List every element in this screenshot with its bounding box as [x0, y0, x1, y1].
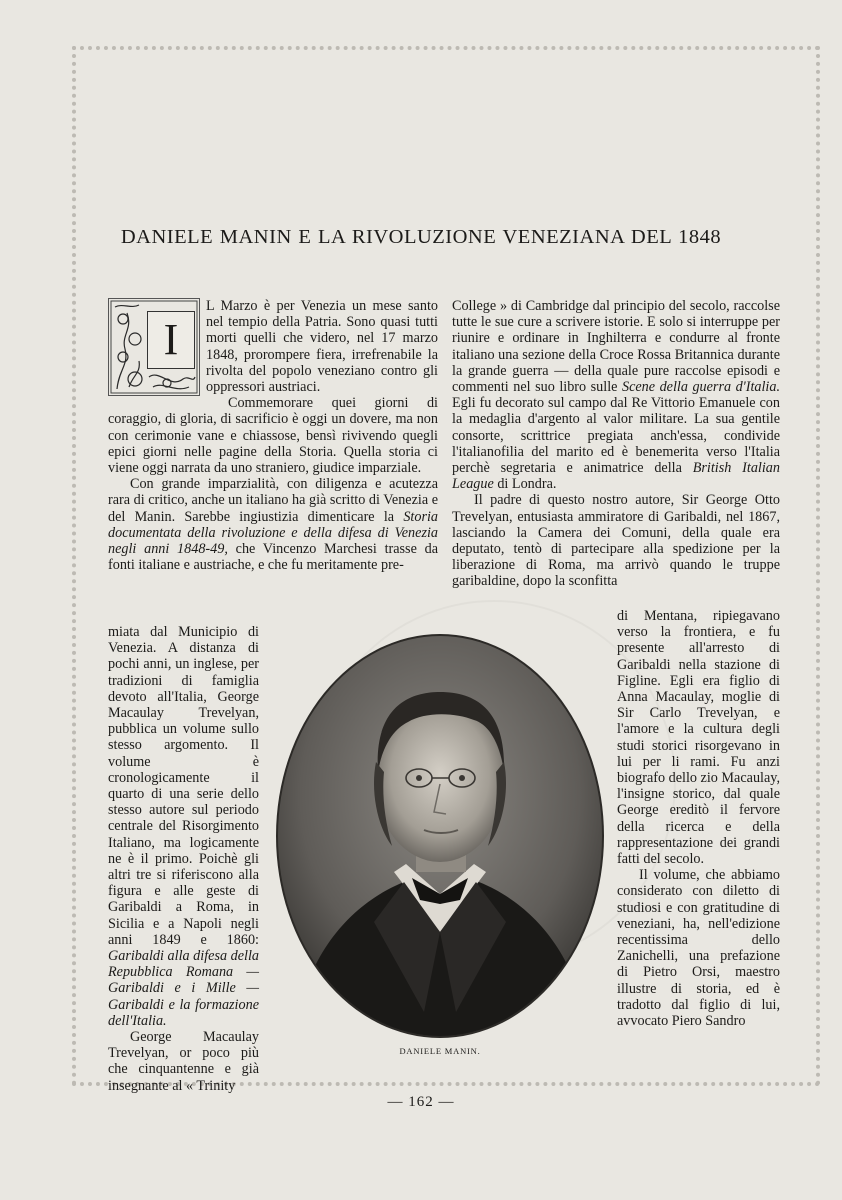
left-narrow-column: [108, 624, 259, 1094]
paragraph: di Mentana, ripiegavano verso la frontiera, e fu presente all'arresto di Garibaldi nella stazione di Figline. Egli era figlio di Anna Macaulay, moglie di Sir Carlo Trevelyan, e l'amore e la cultura degli studi storici risorgevano in lui per li rami. Fu anzi biografo dello zio Macaulay, l'insigne storico, dal quale George ereditò il fervore della ricerca e della rappresentazione dei grandi fatti del secolo.: [617, 608, 780, 868]
page-number: — 162 —: [387, 1094, 455, 1110]
paragraph: miata dal Municipio di Venezia. A distanza di pochi anni, un inglese, per tradizioni di famiglia devoto all'Italia, George Macaulay Trevelyan, pubblica un volume sullo stesso argomento. Il volume è cronologicamente il quarto di una serie dello stesso autore sul periodo centrale del Risorgimento Italiano, ma logicamente ne è il primo. Poichè gli altri tre si riferiscono alla figura e alle geste di Garibaldi a Roma, in Sicilia e a Napoli negli anni 1849 e 1860: Garibaldi alla difesa della Repubblica Romana — Garibaldi e i Mille — Garibaldi e la formazione dell'Italia.: [108, 624, 259, 1029]
ornamental-dropcap: [108, 298, 200, 396]
right-column: [452, 298, 780, 590]
paragraph: Commemorare quei giorni di coraggio, di gloria, di sacrificio è oggi un dovere, ma non con cerimonie vane e chiassose, bensì rivivendo quegli epici giorni nelle pagine della Storia. Quella storia ci viene oggi narrata da uno straniero, giudice imparziale.: [108, 395, 438, 477]
paragraph: Il volume, che abbiamo considerato con diletto di studiosi e con gratitudine di veneziani, ha, nell'edizione recentissima dello Zanichelli, una prefazione di Pietro Orsi, maestro illustre di storia, ed è tradotto dal figlio di lui, avvocato Piero Sandro: [617, 867, 780, 1030]
portrait-daniele-manin: [274, 632, 606, 1040]
article-title: DANIELE MANIN E LA RIVOLUZIONE VENEZIANA DEL 1848: [120, 226, 722, 248]
paragraph: George Macaulay Trevelyan, or poco più che cinquantenne e già insegnante al « Trinity: [108, 1029, 259, 1094]
paragraph: L Marzo è per Venezia un mese santo nel tempio della Patria. Sono quasi tutti morti quelli che videro, nel 17 marzo 1848, prorompere fiera, irrefrenabile la rivolta del popolo veneziano contro gli oppressori austriaci.: [206, 298, 438, 396]
dropcap-letter: I: [147, 311, 195, 369]
paragraph: Il padre di questo nostro autore, Sir George Otto Trevelyan, entusiasta ammiratore di Garibaldi, nel 1867, lasciando la Camera dei Comuni, della quale era deputato, tentò di partecipare alla spedizione per la liberazione di Roma, ma arrivò quando le truppe garibaldine, dopo la sconfitta: [452, 492, 780, 590]
paragraph: College » di Cambridge dal principio del secolo, raccolse tutte le sue cure a scrivere istorie. E solo si interruppe per riunire e ordinare in Inghilterra e condurre al fronte italiano una sezione della Croce Rossa Britannica durante la grande guerra — della quale pure raccolse episodi e commenti nel suo libro sulle Scene della guerra d'Italia. Egli fu decorato sul campo dal Re Vittorio Emanuele con la medaglia d'argento al valor militare. La sua gentile consorte, scrittrice pregiata anch'essa, condivide l'italianofilia del marito ed è benemerita verso l'Italia perchè segretaria e animatrice della British Italian League di Londra.: [452, 298, 781, 493]
left-column: [108, 298, 438, 573]
portrait-caption: DANIELE MANIN.: [399, 1046, 481, 1056]
right-narrow-column: [617, 608, 780, 1029]
paragraph: Con grande imparzialità, con diligenza e acutezza rara di critico, anche un italiano ha già scritto di Venezia e del Manin. Sarebbe ingiustizia dimenticare la Storia documentata della rivoluzione e della difesa di Venezia negli anni 1848-49, che Vincenzo Marchesi trasse da fonti italiane e austriache, e che fu meritamente pre-: [108, 476, 438, 574]
